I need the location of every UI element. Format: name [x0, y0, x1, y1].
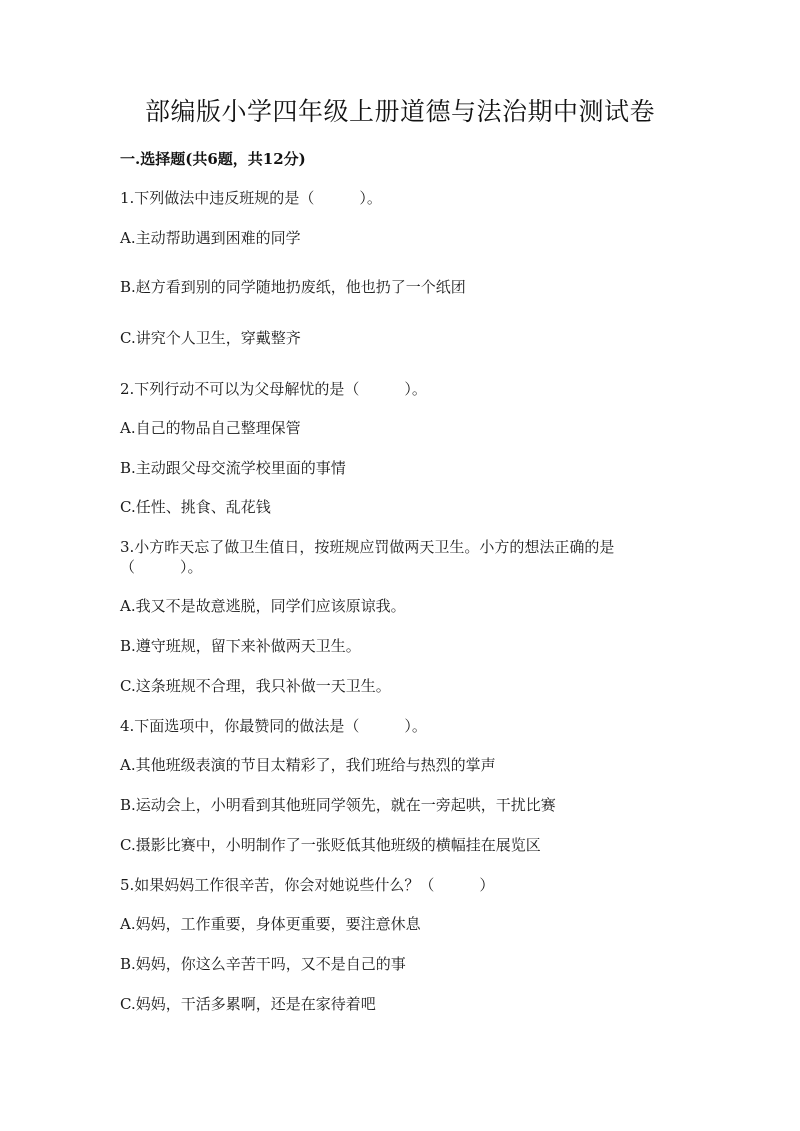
question-3-option-c: C.这条班规不合理，我只补做一天卫生。 — [120, 677, 391, 695]
question-4-option-c: C.摄影比赛中，小明制作了一张贬低其他班级的横幅挂在展览区 — [120, 836, 541, 854]
question-3-option-a: A.我又不是故意逃脱，同学们应该原谅我。 — [120, 597, 406, 615]
question-1-option-b: B.赵方看到别的同学随地扔废纸，他也扔了一个纸团 — [120, 278, 466, 296]
question-2-option-c: C.任性、挑食、乱花钱 — [120, 498, 271, 516]
question-2-option-a: A.自己的物品自己整理保管 — [120, 419, 301, 437]
question-5-stem: 5.如果妈妈工作很辛苦，你会对她说些什么？（ ） — [120, 876, 495, 894]
question-1-option-a: A.主动帮助遇到困难的同学 — [120, 229, 301, 247]
question-5-option-c: C.妈妈，干活多累啊，还是在家待着吧 — [120, 995, 376, 1013]
question-1-option-c: C.讲究个人卫生，穿戴整齐 — [120, 329, 301, 347]
section-header: 一.选择题(共6题，共12分) — [120, 150, 306, 168]
question-1-stem: 1.下列做法中违反班规的是（ ）。 — [120, 189, 382, 207]
question-2-option-b: B.主动跟父母交流学校里面的事情 — [120, 459, 346, 477]
question-3-option-b: B.遵守班规，留下来补做两天卫生。 — [120, 637, 361, 655]
question-5-option-a: A.妈妈，工作重要，身体更重要，要注意休息 — [120, 915, 421, 933]
question-4-stem: 4.下面选项中，你最赞同的做法是（ ）。 — [120, 717, 427, 735]
page-title: 部编版小学四年级上册道德与法治期中测试卷 — [144, 97, 655, 126]
question-5-option-b: B.妈妈，你这么辛苦干吗，又不是自己的事 — [120, 955, 406, 973]
question-4-option-a: A.其他班级表演的节目太精彩了，我们班给与热烈的掌声 — [120, 756, 496, 774]
question-4-option-b: B.运动会上，小明看到其他班同学领先，就在一旁起哄，干扰比赛 — [120, 796, 556, 814]
question-3-stem: 3.小方昨天忘了做卫生值日，按班规应罚做两天卫生。小方的想法正确的是（ ）。 — [120, 538, 615, 576]
question-2-stem: 2.下列行动不可以为父母解忧的是（ ）。 — [120, 380, 427, 398]
